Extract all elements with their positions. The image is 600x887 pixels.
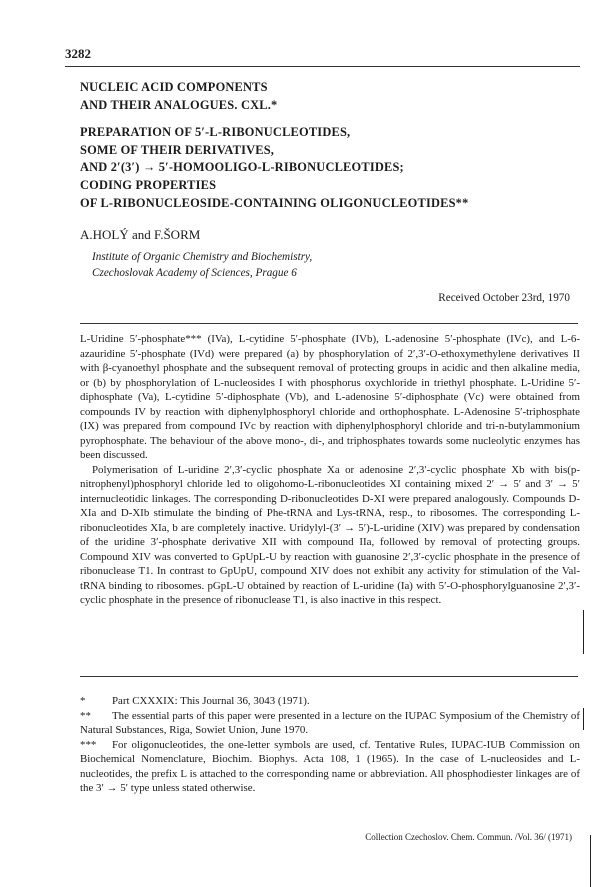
title-line: NUCLEIC ACID COMPONENTS bbox=[80, 80, 268, 94]
affiliation-line: Institute of Organic Chemistry and Biochemistry, bbox=[92, 251, 313, 263]
journal-footer: Collection Czechoslov. Chem. Commun. /Vol. 36/ (1971) bbox=[365, 832, 572, 842]
page-number: 3282 bbox=[65, 46, 91, 61]
footnote-text: For oligonucleotides, the one-letter symbols are used, cf. Tentative Rules, IUPAC-IUB Commission on Biochemical Nomenclature, Biochim. Biophys. Acta 108, 1 (1965). In the case of L-nucleosides and L-nucleotides, the prefix L is attached to the corresponding name or abbreviation. All phosphodiester linkages are of the 3′ → 5′ type unless stated otherwise. bbox=[80, 738, 580, 794]
abstract bbox=[80, 332, 580, 608]
article-title bbox=[80, 79, 560, 212]
abstract-rule bbox=[80, 323, 578, 324]
footnote bbox=[80, 738, 580, 796]
footnotes bbox=[80, 685, 580, 796]
title-line: AND THEIR ANALOGUES. CXL.* bbox=[80, 97, 278, 112]
abstract-paragraph: L-Uridine 5′-phosphate*** (IVa), L-cytidine 5′-phosphate (IVb), L-adenosine 5′-phosphate (IVc), and L-6-azauridine 5′-phosphate (IVd) were prepared (a) by phosphorylation of 2′,3′-O-ethoxymethylene derivatives II with β-cyanoethyl phosphate and the subsequent removal of protecting groups in acidic and then alkaline media, or (b) by phosphorylation of L-nucleosides I with phosphorus oxychloride in triethyl phosphate. L-Uridine 5′-diphosphate (Va), L-cytidine 5′-diphosphate (Vb), and L-adenosine 5′-diphosphate (Vc) were obtained from compounds IV by reaction with diphenylphosphoryl chloride and orthophosphate. L-Adenosine 5′-triphosphate (IX) was prepared from compound IVc by reaction with diphenylphosphoryl chloride and tri-n-butylammonium pyrophosphate. The behaviour of the above mono-, di-, and triphosphates towards some nucleolytic enzymes has been discussed. bbox=[80, 333, 580, 461]
footnote-text: The essential parts of this paper were presented in a lecture on the IUPAC Symposium of the Chemistry of Natural Substances, Riga, Sowiet Union, June 1970. bbox=[80, 709, 580, 736]
affiliation bbox=[92, 249, 312, 281]
title-line: AND 2′(3′) → 5′-HOMOOLIGO-L-RIBONUCLEOTIDES; bbox=[80, 160, 404, 175]
title-line: SOME OF THEIR DERIVATIVES, bbox=[80, 142, 275, 157]
scan-margin-mark bbox=[590, 835, 591, 887]
title-line: OF L-RIBONUCLEOSIDE-CONTAINING OLIGONUCLEOTIDES** bbox=[80, 195, 469, 210]
footnote-mark: ** bbox=[80, 709, 91, 722]
received-date: Received October 23rd, 1970 bbox=[438, 292, 570, 304]
footnote-rule bbox=[80, 676, 578, 677]
scan-margin-mark bbox=[583, 610, 584, 654]
footnote-mark: *** bbox=[80, 738, 97, 751]
footnote bbox=[80, 694, 580, 709]
footnote-text: Part CXXXIX: This Journal 36, 3043 (1971). bbox=[112, 695, 310, 707]
affiliation-line: Czechoslovak Academy of Sciences, Prague 6 bbox=[92, 267, 297, 279]
header-rule bbox=[65, 66, 580, 67]
title-line: PREPARATION OF 5′-L-RIBONUCLEOTIDES, bbox=[80, 125, 351, 140]
abstract-paragraph: Polymerisation of L-uridine 2′,3′-cyclic phosphate Xa or adenosine 2′,3′-cyclic phosphate Xb with bis(p-nitrophenyl)phosphoryl chloride led to oligohomo-L-ribonucleotides XI containing mixed 2′ → 5′ and 3′ → 5′ internucleotidic linkages. The corresponding D-ribonucleotides D-XI were prepared analogously. Compounds D-XIa and D-XIb stimulate the binding of Phe-tRNA and Lys-tRNA, resp., to ribosomes. The corresponding L-ribonucleotides XIa, b are completely inactive. Uridylyl-(3′ → 5′)-L-uridine (XIV) was prepared by condensation of the uridine 3′-phosphate derivative XII with compound IIa, followed by removal of protecting groups. Compound XIV was converted to GpUpL-U by reaction with guanosine 2′,3′-cyclic phosphate in the presence of ribonuclease T1. In contrast to GpUpU, compound XIV does not exhibit any activity for stimulation of the Val-tRNA binding to ribosomes. pGpL-U obtained by reaction of L-uridine (Ia) with 5′-O-phosphorylguanosine 2′,3′-cyclic phosphate in the presence of ribonuclease T1, is also inactive in this respect. bbox=[80, 463, 580, 606]
scan-margin-mark bbox=[583, 708, 584, 730]
footnote-mark: * bbox=[80, 695, 86, 707]
authors: A.HOLÝ and F.ŠORM bbox=[80, 227, 201, 242]
footnote bbox=[80, 709, 580, 738]
title-line: CODING PROPERTIES bbox=[80, 177, 217, 192]
